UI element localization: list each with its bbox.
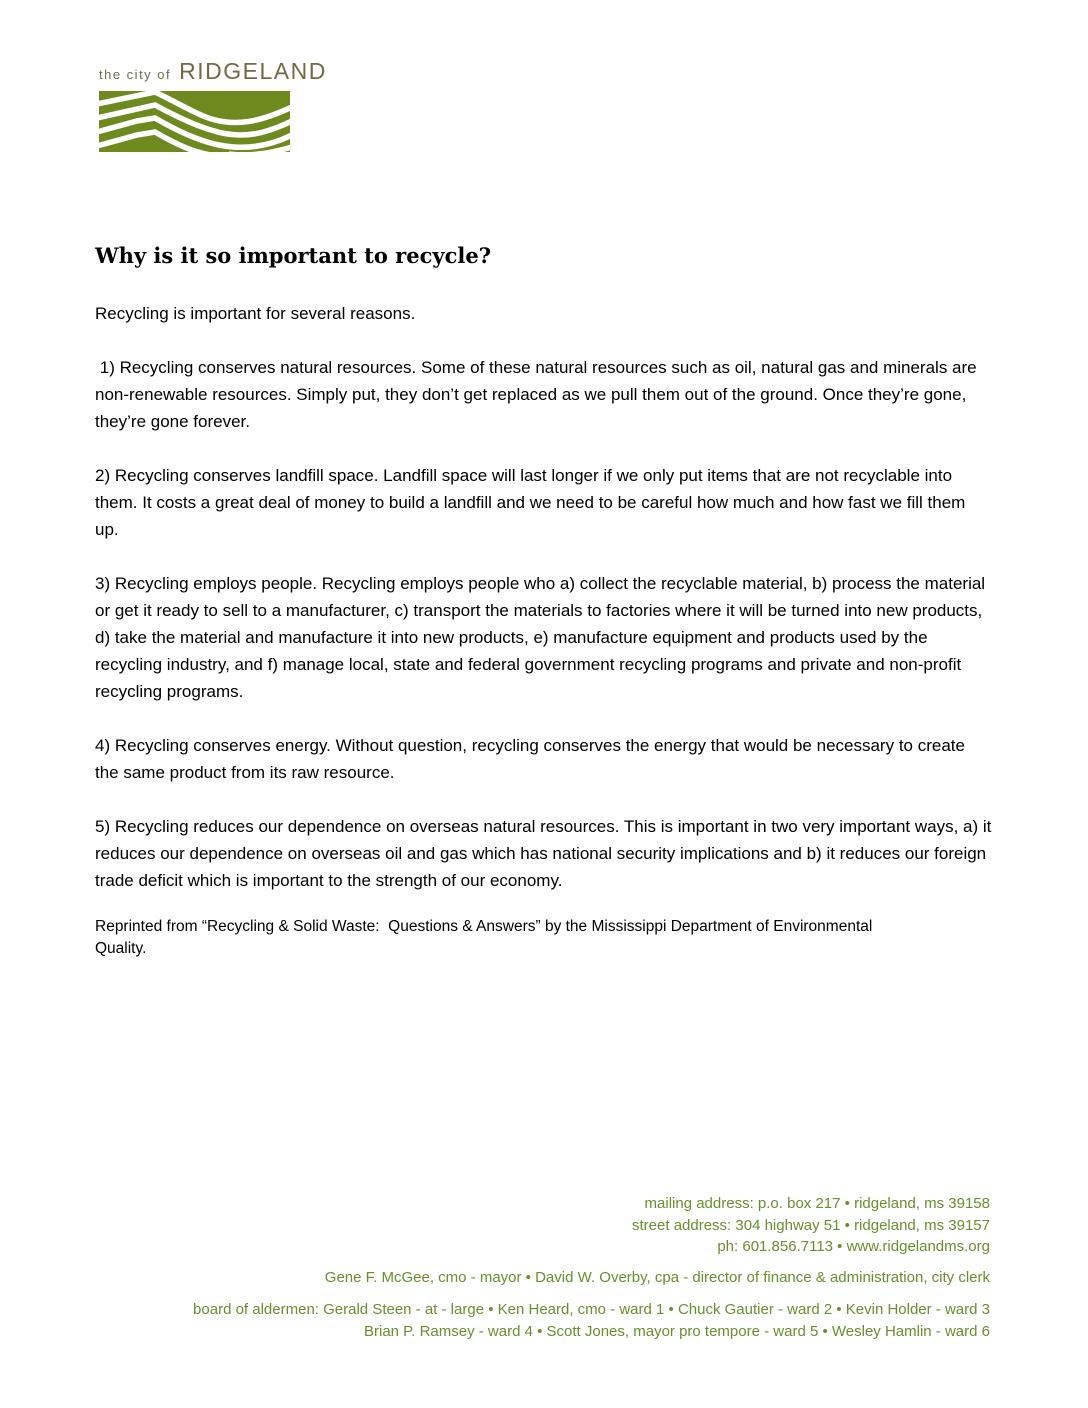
phone-website-line: ph: 601.856.7113 • www.ridgelandms.org [717, 1238, 990, 1255]
aldermen-line-1: board of aldermen: Gerald Steen - at - large • Ken Heard, cmo - ward 1 • Chuck Gautier - ward 2 • Kevin Holder - ward 3 [193, 1301, 990, 1318]
body-paragraph-4: 4) Recycling conserves energy. Without question, recycling conserves the energy that would be necessary to create the same product from its raw resource. [95, 736, 970, 782]
article-body [95, 300, 997, 894]
letterhead-footer [170, 1193, 990, 1343]
article [95, 243, 997, 960]
mailing-address-line: mailing address: p.o. box 217 • ridgeland, ms 39158 [644, 1195, 990, 1212]
address-block [170, 1193, 990, 1258]
body-paragraph-1: 1) Recycling conserves natural resources. Some of these natural resources such as oil, natural gas and minerals are non-renewable resources. Simply put, they don’t get replaced as we pull them out of the ground. Once they’re gone, they’re gone forever. [95, 358, 982, 431]
reprint-note: Reprinted from “Recycling & Solid Waste: Questions & Answers” by the Mississippi Department of Environmental Quality. [95, 918, 877, 957]
street-address-line: street address: 304 highway 51 • ridgeland, ms 39157 [632, 1216, 990, 1234]
officials-line: Gene F. McGee, cmo - mayor • David W. Overby, cpa - director of finance & administration, city clerk [324, 1268, 990, 1286]
city-logo [99, 58, 327, 152]
page-title: Why is it so important to recycle? [95, 243, 492, 268]
body-paragraph-2: 2) Recycling conserves landfill space. Landfill space will last longer if we only put items that are not recyclable into them. It costs a great deal of money to build a landfill and we need to be careful how much and how fast we fill them up. [95, 466, 971, 539]
aldermen-block [170, 1299, 990, 1343]
body-paragraph-3: 3) Recycling employs people. Recycling employs people who a) collect the recyclable material, b) process the material or get it ready to sell to a manufacturer, c) transport the materials to factories where it will be turned into new products, d) take the material and manufacture it into new products, e) manufacture equipment and products used by the recycling industry, and f) manage local, state and federal government recycling programs and private and non-profit recycling programs. [95, 574, 990, 701]
ridge-waves-icon [99, 91, 290, 152]
body-paragraph-5: 5) Recycling reduces our dependence on overseas natural resources. This is important in two very important ways, a) it reduces our dependence on overseas oil and gas which has national security implications and b) it reduces our foreign trade deficit which is important to the strength of our economy. [95, 817, 997, 890]
logo-city-prefix: the city of [99, 67, 172, 82]
aldermen-line-2: Brian P. Ramsey - ward 4 • Scott Jones, mayor pro tempore - ward 5 • Wesley Hamlin - ward 6 [363, 1323, 990, 1340]
intro-paragraph: Recycling is important for several reasons. [95, 304, 416, 323]
logo-wordmark [99, 58, 327, 85]
logo-city-name: RIDGELAND [179, 58, 327, 84]
